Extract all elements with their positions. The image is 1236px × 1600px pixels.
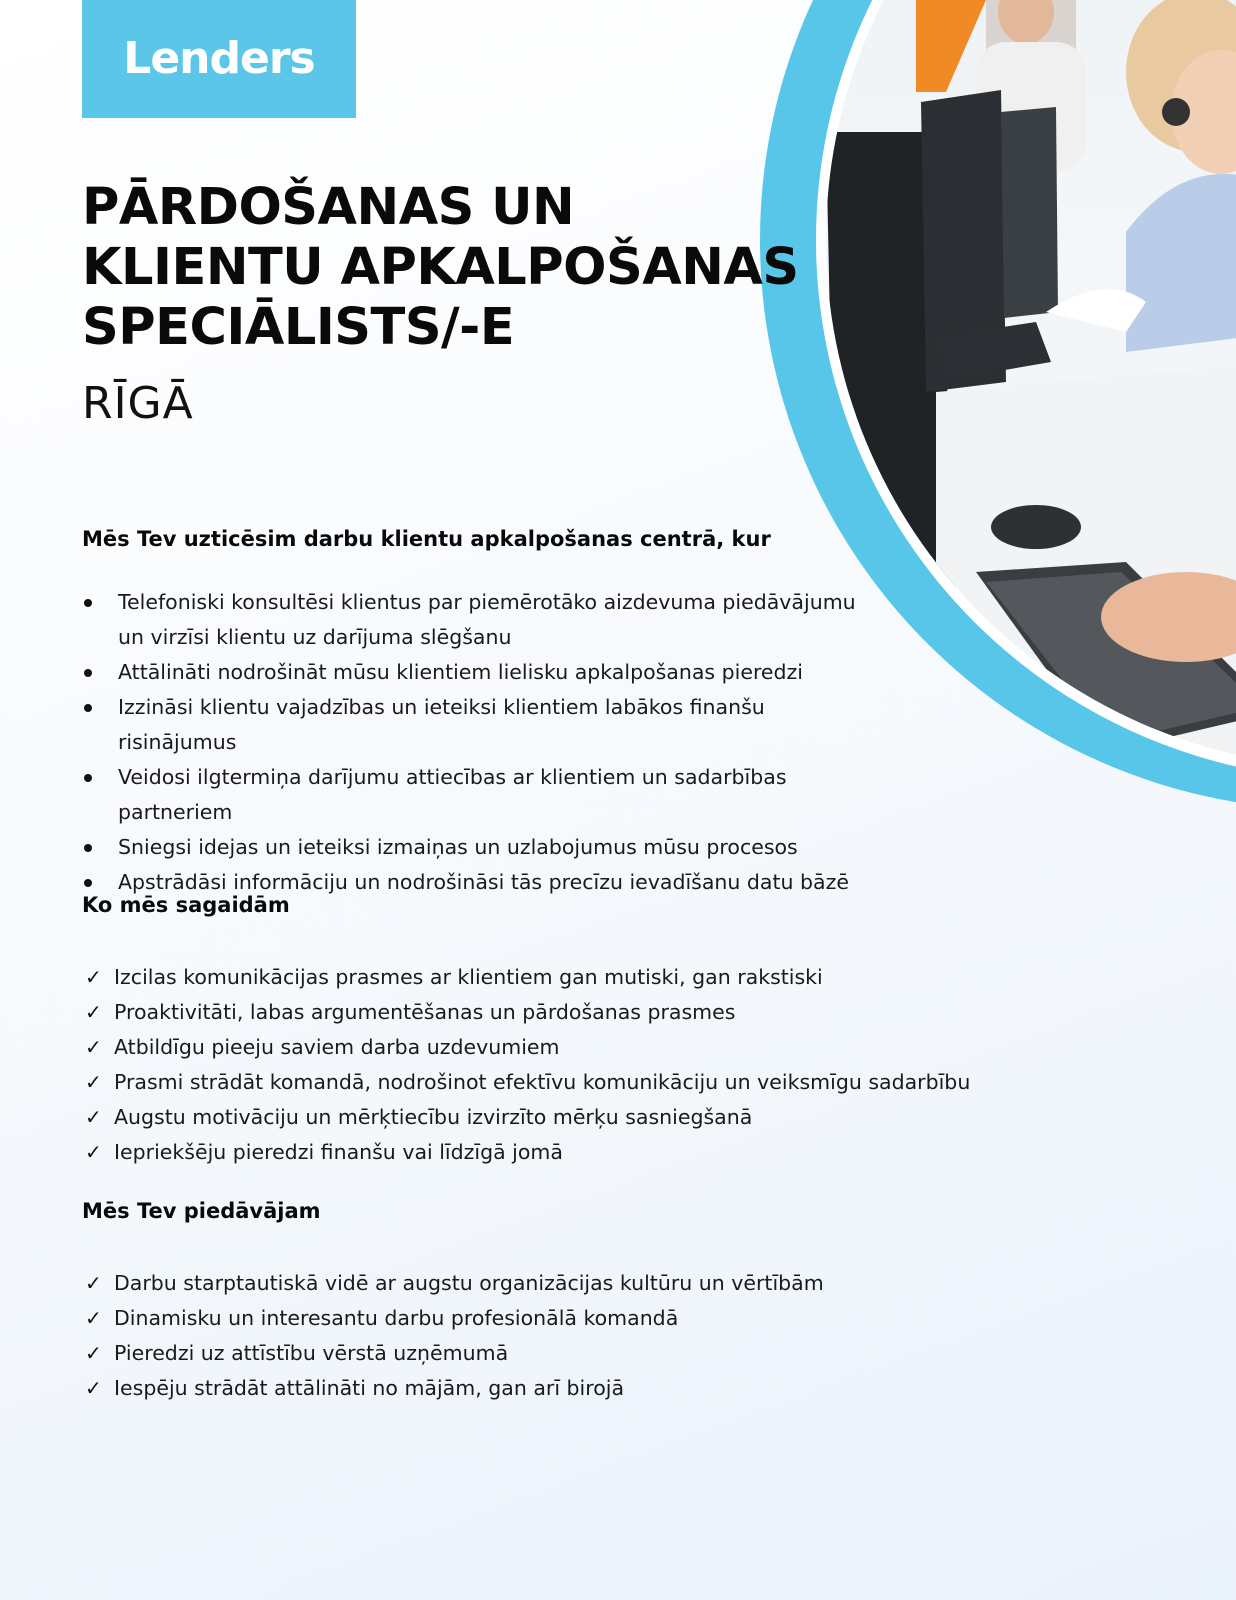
offer-item: [82, 1301, 824, 1336]
job-title-line: SPECIĀLISTS/-E: [82, 298, 515, 357]
duty-item: [82, 830, 882, 865]
offer-item: [82, 1371, 824, 1406]
job-title: [82, 178, 799, 358]
duty-item: [82, 690, 882, 760]
checkmark-icon: ✓: [85, 1271, 102, 1295]
checkmark-icon: ✓: [85, 1105, 102, 1129]
duty-item: [82, 655, 882, 690]
call-center-illustration: [826, 0, 1236, 768]
logo-text: Lenders: [123, 32, 315, 84]
expectation-text: Iepriekšēju pieredzi finanšu vai līdzīgā jomā: [114, 1140, 563, 1164]
duty-item: [82, 760, 882, 830]
bullet-dot-icon: [84, 774, 92, 782]
offer-text: Dinamisku un interesantu darbu profesionālā komandā: [114, 1306, 679, 1330]
offer-heading: Mēs Tev piedāvājam: [82, 1199, 321, 1223]
job-title-line: KLIENTU APKALPOŠANAS: [82, 238, 799, 297]
duty-text: Attālināti nodrošināt mūsu klientiem lielisku apkalpošanas pieredzi: [118, 660, 803, 684]
expectation-item: [82, 1065, 970, 1100]
duty-text: Veidosi ilgtermiņa darījumu attiecības ar klientiem un sadarbības partneriem: [118, 765, 787, 824]
bullet-dot-icon: [84, 879, 92, 887]
checkmark-icon: ✓: [85, 1376, 102, 1400]
call-center-photo: [826, 0, 1236, 768]
checkmark-icon: ✓: [85, 965, 102, 989]
bullet-dot-icon: [84, 844, 92, 852]
job-location: RĪGĀ: [82, 378, 194, 429]
duty-item: [82, 585, 882, 655]
offer-text: Iespēju strādāt attālināti no mājām, gan arī birojā: [114, 1376, 625, 1400]
offer-item: [82, 1336, 824, 1371]
bullet-dot-icon: [84, 704, 92, 712]
expectation-text: Augstu motivāciju un mērķtiecību izvirzīto mērķu sasniegšanā: [114, 1105, 753, 1129]
expectation-item: [82, 1135, 970, 1170]
duty-text: Apstrādāsi informāciju un nodrošināsi tās precīzu ievadīšanu datu bāzē: [118, 870, 849, 894]
expectation-text: Atbildīgu pieeju saviem darba uzdevumiem: [114, 1035, 560, 1059]
expectation-item: [82, 1100, 970, 1135]
duty-text: Telefoniski konsultēsi klientus par piemērotāko aizdevuma piedāvājumu un virzīsi klientu uz darījuma slēgšanu: [118, 590, 856, 649]
checkmark-icon: ✓: [85, 1000, 102, 1024]
expectation-text: Izcilas komunikācijas prasmes ar klientiem gan mutiski, gan rakstiski: [114, 965, 823, 989]
expectation-item: [82, 995, 970, 1030]
expectation-item: [82, 1030, 970, 1065]
job-title-line: PĀRDOŠANAS UN: [82, 178, 575, 237]
bullet-dot-icon: [84, 599, 92, 607]
duty-text: Izzināsi klientu vajadzības un ieteiksi klientiem labākos finanšu risinājumus: [118, 695, 765, 754]
checkmark-icon: ✓: [85, 1070, 102, 1094]
duty-text: Sniegsi idejas un ieteiksi izmaiņas un uzlabojumus mūsu procesos: [118, 835, 798, 859]
expectation-text: Proaktivitāti, labas argumentēšanas un pārdošanas prasmes: [114, 1000, 736, 1024]
offer-item: [82, 1266, 824, 1301]
expectations-heading: Ko mēs sagaidām: [82, 893, 290, 917]
expectations-list: [82, 960, 970, 1170]
duties-heading: Mēs Tev uzticēsim darbu klientu apkalpošanas centrā, kur: [82, 527, 771, 551]
expectation-text: Prasmi strādāt komandā, nodrošinot efektīvu komunikāciju un veiksmīgu sadarbību: [114, 1070, 971, 1094]
duties-list: [82, 585, 882, 900]
bullet-dot-icon: [84, 669, 92, 677]
checkmark-icon: ✓: [85, 1140, 102, 1164]
expectation-item: [82, 960, 970, 995]
logo: [82, 0, 356, 118]
offer-list: [82, 1266, 824, 1406]
checkmark-icon: ✓: [85, 1035, 102, 1059]
offer-text: Darbu starptautiskā vidē ar augstu organizācijas kultūru un vērtībām: [114, 1271, 824, 1295]
checkmark-icon: ✓: [85, 1341, 102, 1365]
offer-text: Pieredzi uz attīstību vērstā uzņēmumā: [114, 1341, 509, 1365]
checkmark-icon: ✓: [85, 1306, 102, 1330]
